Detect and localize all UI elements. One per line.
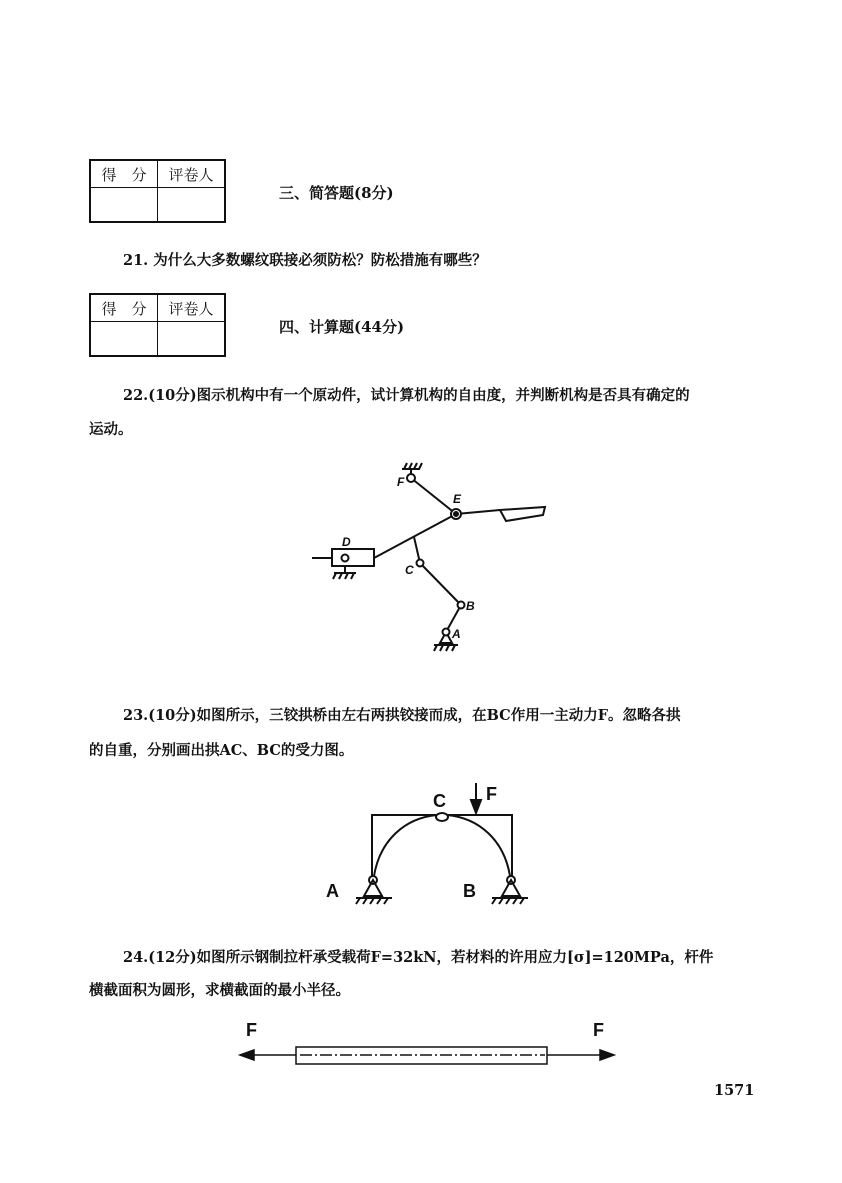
arch-bridge-diagram bbox=[320, 775, 540, 910]
grader-cell[interactable] bbox=[158, 188, 226, 223]
label-C: C bbox=[405, 563, 414, 577]
mechanism-diagram bbox=[300, 455, 560, 660]
grader-header: 评卷人 bbox=[158, 294, 226, 322]
label-A: A bbox=[326, 881, 339, 901]
section3-title: 三、简答题(8分) bbox=[279, 184, 394, 202]
score-cell[interactable] bbox=[90, 188, 158, 223]
question-23-line1: 23.(10分)如图所示，三铰拱桥由左右两拱铰接而成，在BC作用一主动力F。忽略各拱 bbox=[123, 707, 681, 724]
label-B: B bbox=[466, 599, 475, 613]
section4-title: 四、计算题(44分) bbox=[279, 318, 405, 336]
question-22-line2: 运动。 bbox=[89, 421, 133, 438]
score-table-section3 bbox=[89, 159, 226, 223]
question-23-line2: 的自重，分别画出拱AC、BC的受力图。 bbox=[89, 742, 354, 759]
label-F-left: F bbox=[246, 1020, 257, 1040]
score-header: 得 分 bbox=[90, 294, 158, 322]
grader-header: 评卷人 bbox=[158, 160, 226, 188]
score-header: 得 分 bbox=[90, 160, 158, 188]
grader-cell[interactable] bbox=[158, 322, 226, 357]
question-21: 21. 为什么大多数螺纹联接必须防松？防松措施有哪些？ bbox=[123, 252, 487, 269]
label-B: B bbox=[463, 881, 476, 901]
question-22-line1: 22.(10分)图示机构中有一个原动件，试计算机构的自由度，并判断机构是否具有确定的 bbox=[123, 387, 690, 404]
label-A: A bbox=[452, 627, 461, 641]
label-F: F bbox=[397, 475, 405, 489]
label-E: E bbox=[453, 492, 462, 506]
question-24-line1: 24.(12分)如图所示钢制拉杆承受载荷F=32kN，若材料的许用应力[σ]=120MPa，杆件 bbox=[123, 949, 714, 966]
label-C: C bbox=[433, 791, 446, 811]
score-table-section4 bbox=[89, 293, 226, 357]
question-24-line2: 横截面积为圆形，求横截面的最小半径。 bbox=[89, 982, 350, 999]
page-number: 1571 bbox=[714, 1082, 755, 1099]
score-cell[interactable] bbox=[90, 322, 158, 357]
label-F: F bbox=[486, 784, 497, 804]
tension-rod-diagram bbox=[235, 1015, 625, 1070]
label-D: D bbox=[342, 535, 351, 549]
label-F-right: F bbox=[593, 1020, 604, 1040]
